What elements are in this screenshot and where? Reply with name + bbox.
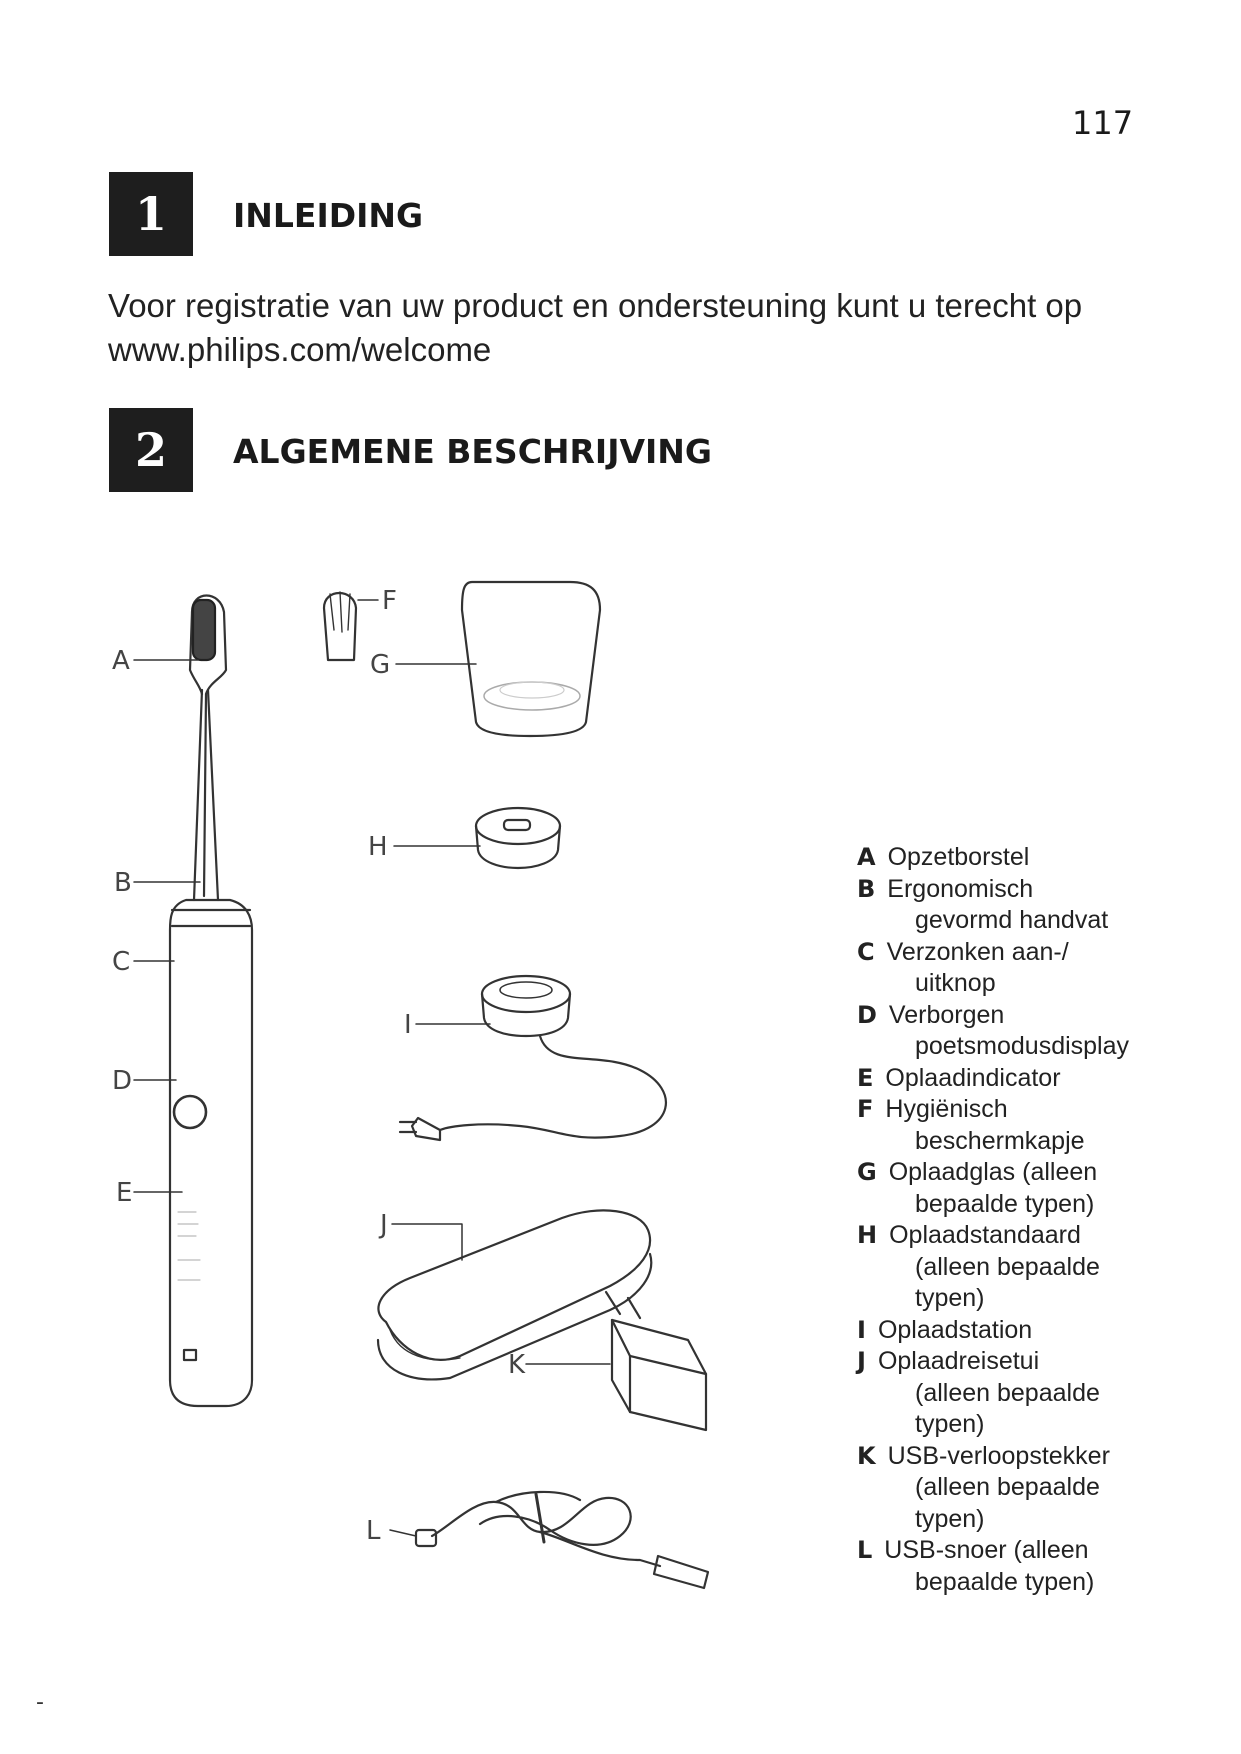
legend-item-d: D Verborgen poetsmodusdisplay bbox=[857, 1000, 1130, 1060]
intro-url: www.philips.com/welcome bbox=[108, 331, 492, 368]
label-j: J bbox=[380, 1210, 388, 1240]
intro-line-1: Voor registratie van uw product en ondersteuning kunt u terecht op bbox=[108, 287, 1083, 324]
label-e: E bbox=[116, 1178, 133, 1208]
label-f: F bbox=[382, 586, 397, 616]
label-h: H bbox=[368, 832, 388, 862]
section-2-number-box: 2 bbox=[109, 408, 193, 492]
section-2-title: ALGEMENE BESCHRIJVING bbox=[233, 432, 713, 471]
page-number: 117 bbox=[1072, 104, 1134, 142]
label-d: D bbox=[112, 1066, 133, 1096]
legend-item-l: L USB-snoer (alleen bepaalde typen) bbox=[857, 1536, 1095, 1596]
legend-item-f: F Hygiënisch beschermkapje bbox=[857, 1095, 1085, 1155]
label-c: C bbox=[112, 947, 131, 977]
product-drawing bbox=[100, 570, 820, 1620]
legend-item-h: H Oplaadstandaard (alleen bepaalde typen) bbox=[857, 1221, 1100, 1312]
label-g: G bbox=[370, 650, 391, 680]
section-1-number-box: 1 bbox=[109, 172, 193, 256]
parts-legend bbox=[857, 842, 1217, 1598]
label-b: B bbox=[114, 868, 132, 898]
label-k: K bbox=[508, 1350, 526, 1380]
legend-item-j: J Oplaadreisetui (alleen bepaalde typen) bbox=[857, 1347, 1100, 1438]
toothbrush-drawing bbox=[134, 596, 252, 1407]
footer-mark: - bbox=[36, 1690, 44, 1715]
usb-cable-drawing bbox=[390, 1492, 708, 1588]
legend-item-b: B Ergonomisch gevormd handvat bbox=[857, 874, 1109, 934]
charging-glass-drawing bbox=[396, 582, 600, 736]
section-1-title: INLEIDING bbox=[233, 196, 424, 235]
label-i: I bbox=[404, 1010, 412, 1040]
label-a: A bbox=[112, 646, 130, 676]
product-illustration bbox=[100, 570, 820, 1620]
legend-item-a: A Opzetborstel bbox=[857, 843, 1030, 871]
charging-stand-drawing bbox=[394, 808, 560, 868]
intro-paragraph bbox=[108, 284, 1108, 372]
legend-item-g: G Oplaadglas (alleen bepaalde typen) bbox=[857, 1158, 1098, 1218]
legend-item-i: I Oplaadstation bbox=[857, 1315, 1033, 1344]
legend-item-e: E Oplaadindicator bbox=[857, 1063, 1061, 1092]
legend-item-c: C Verzonken aan-/ uitknop bbox=[857, 937, 1069, 997]
label-l: L bbox=[366, 1516, 381, 1546]
legend-item-k: K USB-verloopstekker (alleen bepaalde typen) bbox=[857, 1441, 1110, 1533]
charging-station-drawing bbox=[400, 976, 666, 1140]
